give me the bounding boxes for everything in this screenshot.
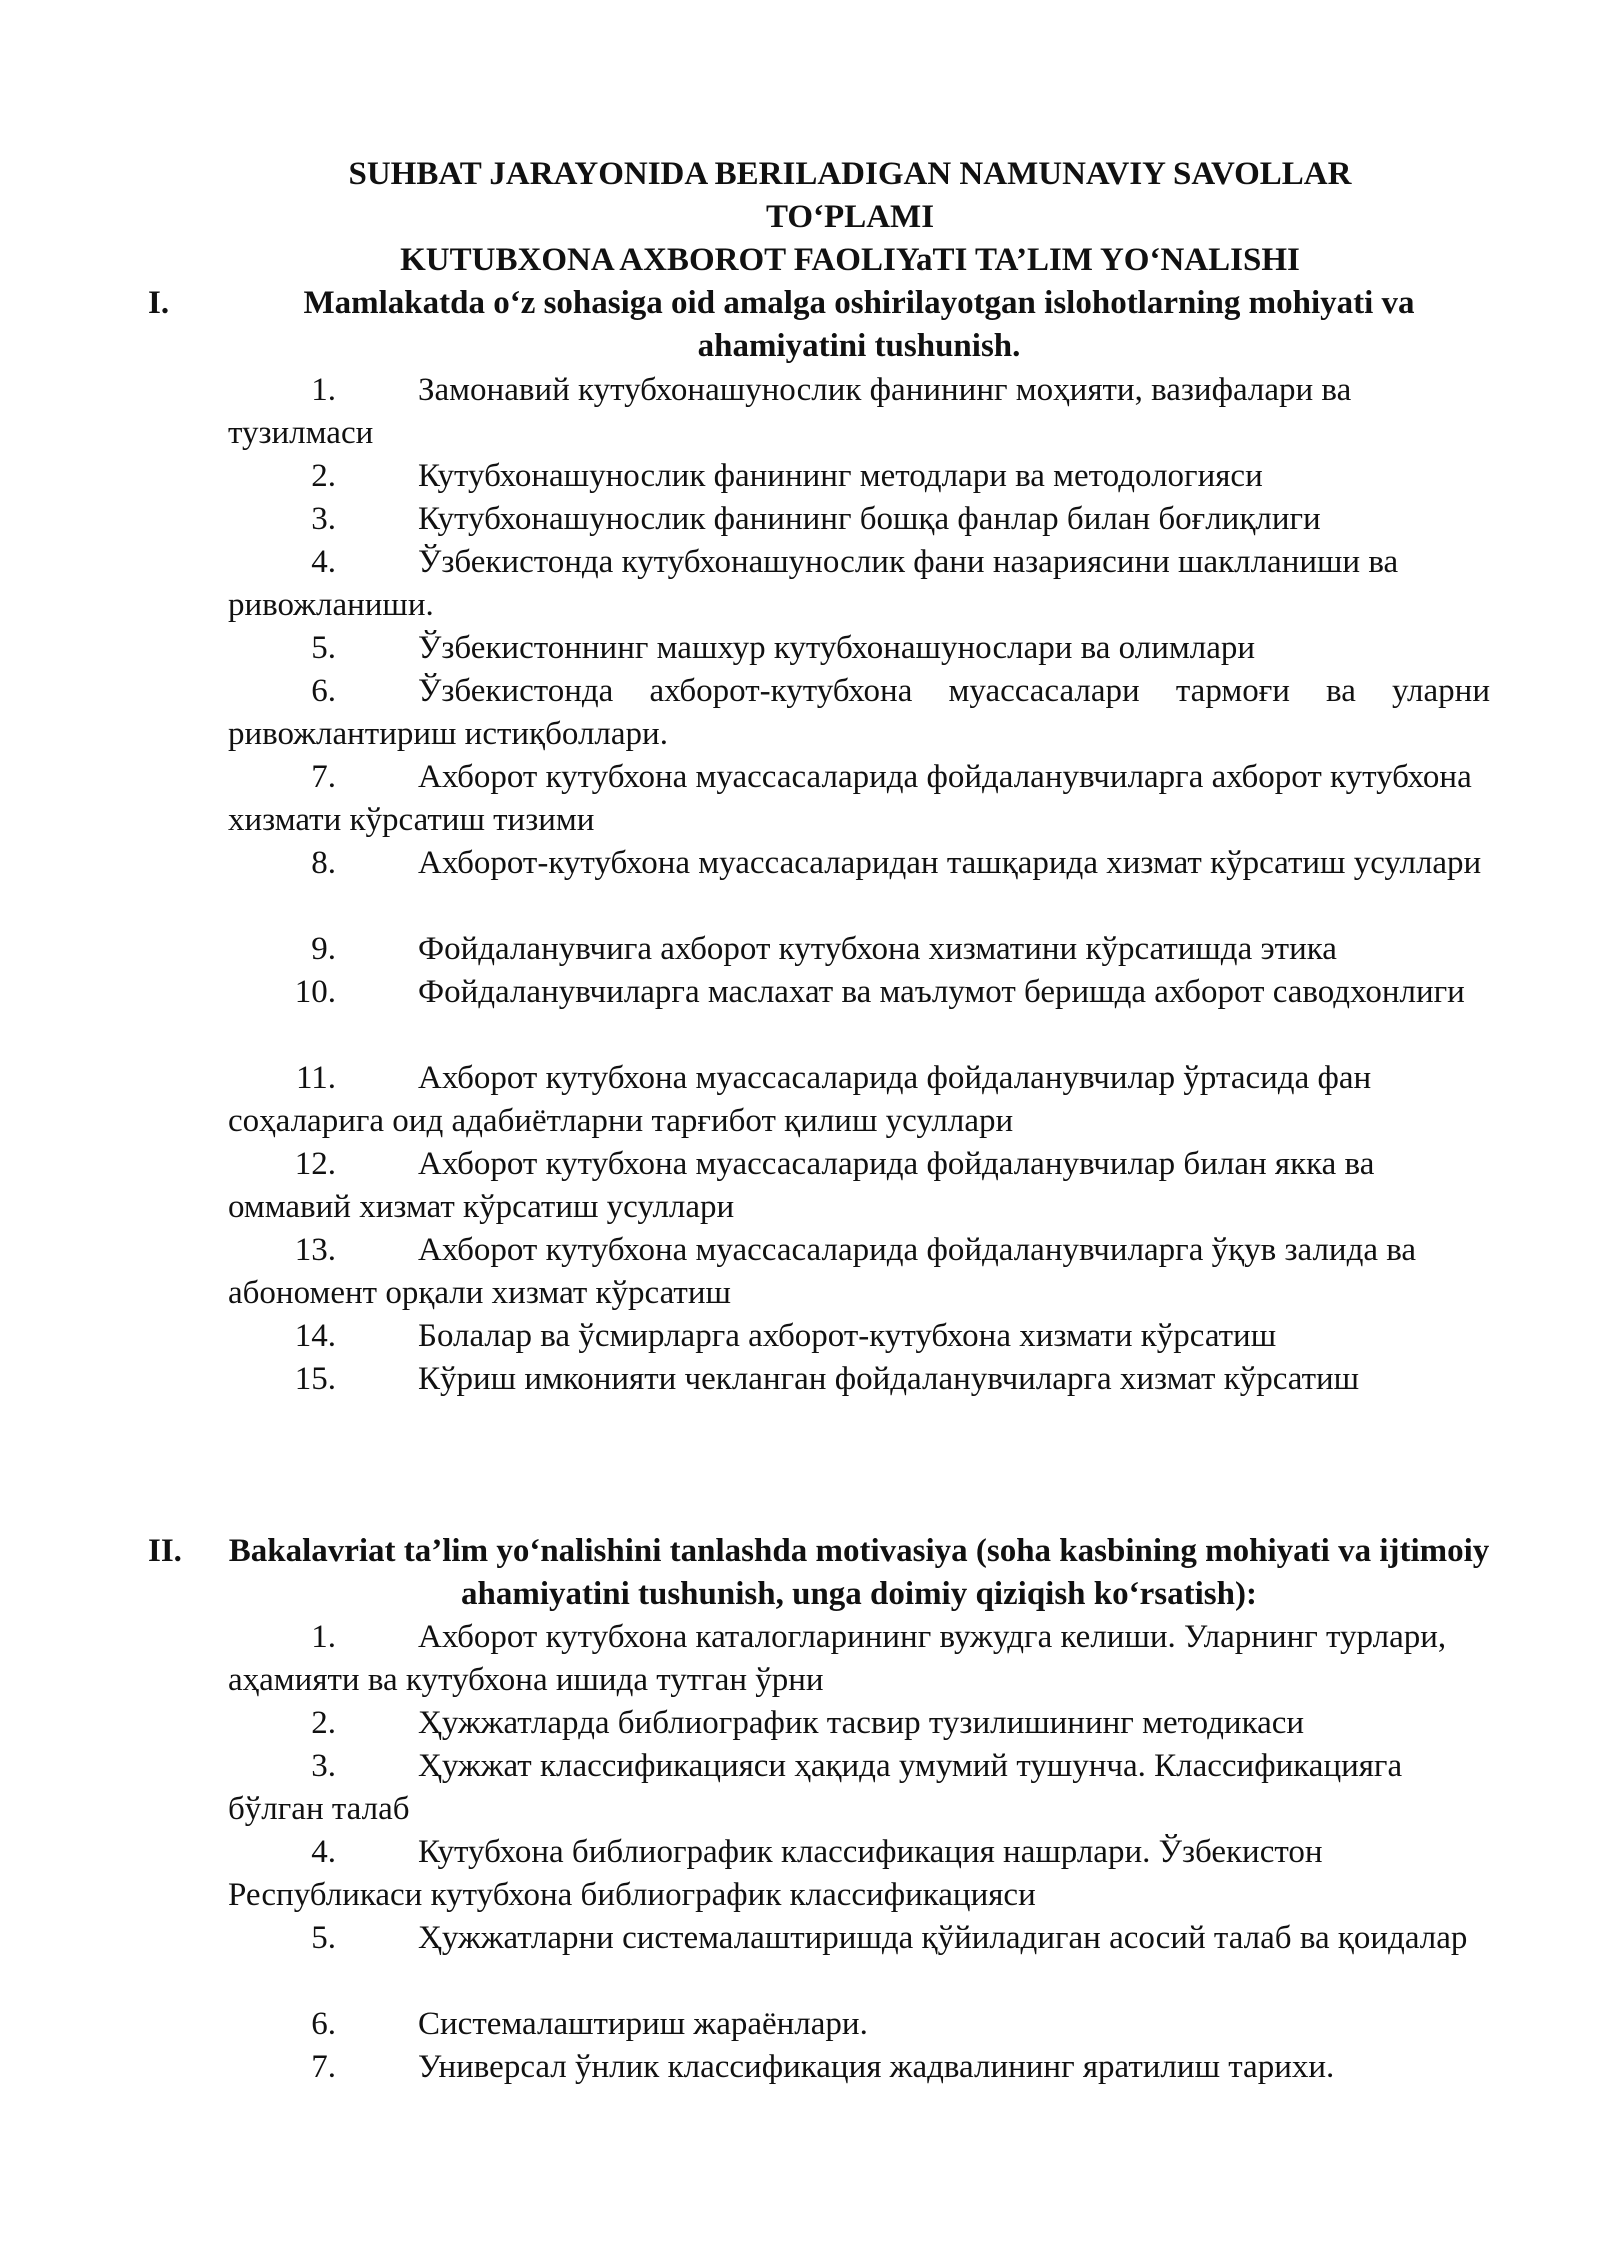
list-item-text: Ахборот кутубхона муассасаларида фойдаланувчилар ўртасида фан соҳаларига оид адабиётларни тарғибот қилиш усуллари <box>228 1060 1372 1139</box>
list-item-number: 6. <box>311 2006 336 2042</box>
list-item-text: Ўзбекистоннинг машхур кутубхонашунослари ва олимлари <box>418 630 1256 666</box>
list-item-number: 4. <box>311 544 336 580</box>
list-item-text: Замонавий кутубхонашунослик фанининг моҳияти, вазифалари ва тузилмаси <box>228 372 1352 451</box>
list-item-text: Ахборот кутубхона муассасаларида фойдаланувчилар билан якка ва оммавий хизмат кўрсатиш усуллари <box>228 1146 1375 1225</box>
list-item-number: 3. <box>311 1748 336 1784</box>
list-item <box>228 455 1490 498</box>
document-subtitle: KUTUBXONA AXBOROT FAOLIYaTI TA’LIM YO‘NALISHI <box>400 242 1300 278</box>
document-title-line-2: TO‘PLAMI <box>765 199 935 235</box>
list-item-text: Системалаштириш жараёнлари. <box>418 2006 868 2042</box>
list-item <box>228 1315 1490 1358</box>
list-item-text: Ўзбекистонда ахборот-кутубхона муассасалари тармоғи ва уларни ривожлантириш истиқболлари. <box>228 673 1490 752</box>
list-item-text: Болалар ва ўсмирларга ахборот-кутубхона хизмати кўрсатиш <box>418 1318 1277 1354</box>
list-item-number: 2. <box>311 458 336 494</box>
list-item <box>228 928 1490 971</box>
list-item-text: Ҳужжат классификацияси ҳақида умумий тушунча. Классификацияга бўлган талаб <box>228 1748 1403 1827</box>
list-item <box>228 971 1490 1014</box>
list-item-number: 8. <box>311 845 336 881</box>
list-item <box>228 1143 1490 1229</box>
list-item-text: Ҳужжатларни системалаштиришда қўйиладиган асосий талаб ва қоидалар <box>418 1920 1468 1956</box>
list-item-number: 5. <box>311 1920 336 1956</box>
section-1-title: Mamlakatda o‘z sohasiga oid amalga oshirilayotgan islohotlarning mohiyati va ahamiyatini tushunish. <box>303 285 1415 364</box>
list-item <box>228 2003 1490 2046</box>
list-item <box>228 756 1490 842</box>
list-item <box>228 1358 1490 1401</box>
list-item-text: Ахборот кутубхона муассасаларида фойдаланувчиларга ахборот кутубхона хизмати кўрсатиш тизими <box>228 759 1472 838</box>
list-item <box>228 1057 1490 1143</box>
list-item-text: Фойдаланувчига ахборот кутубхона хизматини кўрсатишда этика <box>418 931 1337 967</box>
list-item <box>228 1702 1490 1745</box>
list-item-text: Кутубхонашунослик фанининг методлари ва методологияси <box>418 458 1263 494</box>
list-item-text: Ахборот кутубхона муассасаларида фойдаланувчиларга ўқув залида ва абономент орқали хизмат кўрсатиш <box>228 1232 1417 1311</box>
list-item-number: 7. <box>311 759 336 795</box>
list-item-number: 12. <box>294 1146 336 1182</box>
list-item <box>228 369 1490 455</box>
list-item-text: Ахборот кутубхона каталогларининг вужудга келиши. Уларнинг турлари, аҳамияти ва кутубхона ишида тутган ўрни <box>228 1619 1447 1698</box>
section-2-title: Bakalavriat ta’lim yo‘nalishini tanlashda motivasiya (soha kasbining mohiyati va ijtimoiy ahamiyatini tushunish, unga doimiy qiziqish ko‘rsatish): <box>228 1533 1490 1612</box>
list-item <box>228 1616 1490 1702</box>
list-item <box>228 541 1490 627</box>
list-item <box>228 842 1490 885</box>
list-item-text: Кутубхонашунослик фанининг бошқа фанлар билан боғлиқлиги <box>418 501 1321 537</box>
list-item-number: 11. <box>295 1060 336 1096</box>
list-item-number: 4. <box>311 1834 336 1870</box>
list-item-number: 1. <box>311 1619 336 1655</box>
list-item-number: 2. <box>311 1705 336 1741</box>
list-item-text: Универсал ўнлик классификация жадвалининг яратилиш тарихи. <box>418 2049 1335 2085</box>
list-item-number: 6. <box>311 673 336 709</box>
list-item-text: Ўзбекистонда кутубхонашунослик фани назариясини шаклланиши ва ривожланиши. <box>228 544 1399 623</box>
list-item-text: Кутубхона библиографик классификация нашрлари. Ўзбекистон Республикаси кутубхона библиографик классификацияси <box>228 1834 1323 1913</box>
list-item-number: 1. <box>311 372 336 408</box>
list-item <box>228 1745 1490 1831</box>
section-2-number: II. <box>148 1533 182 1569</box>
list-item-number: 5. <box>311 630 336 666</box>
list-item <box>228 670 1490 756</box>
list-item-text: Ахборот-кутубхона муассасаларидан ташқарида хизмат кўрсатиш усуллари <box>418 845 1482 881</box>
section-1-number: I. <box>148 285 170 321</box>
document-title-line-1: SUHBAT JARAYONIDA BERILADIGAN NAMUNAVIY SAVOLLAR <box>348 156 1352 192</box>
list-item-number: 3. <box>311 501 336 537</box>
list-item-number: 15. <box>294 1361 336 1397</box>
list-item-number: 13. <box>294 1232 336 1268</box>
list-item-text: Ҳужжатларда библиографик тасвир тузилишининг методикаси <box>418 1705 1305 1741</box>
list-item-text: Фойдаланувчиларга маслахат ва маълумот беришда ахборот саводхонлиги <box>418 974 1465 1010</box>
list-item-number: 9. <box>311 931 336 967</box>
list-item <box>228 1831 1490 1917</box>
list-item-number: 10. <box>294 974 336 1010</box>
list-item <box>228 1917 1490 1960</box>
list-item-number: 14. <box>294 1318 336 1354</box>
list-item-text: Кўриш имконияти чекланган фойдаланувчиларга хизмат кўрсатиш <box>418 1361 1360 1397</box>
list-item <box>228 1229 1490 1315</box>
list-item-number: 7. <box>311 2049 336 2085</box>
list-item <box>228 498 1490 541</box>
list-item <box>228 627 1490 670</box>
list-item <box>228 2046 1490 2089</box>
